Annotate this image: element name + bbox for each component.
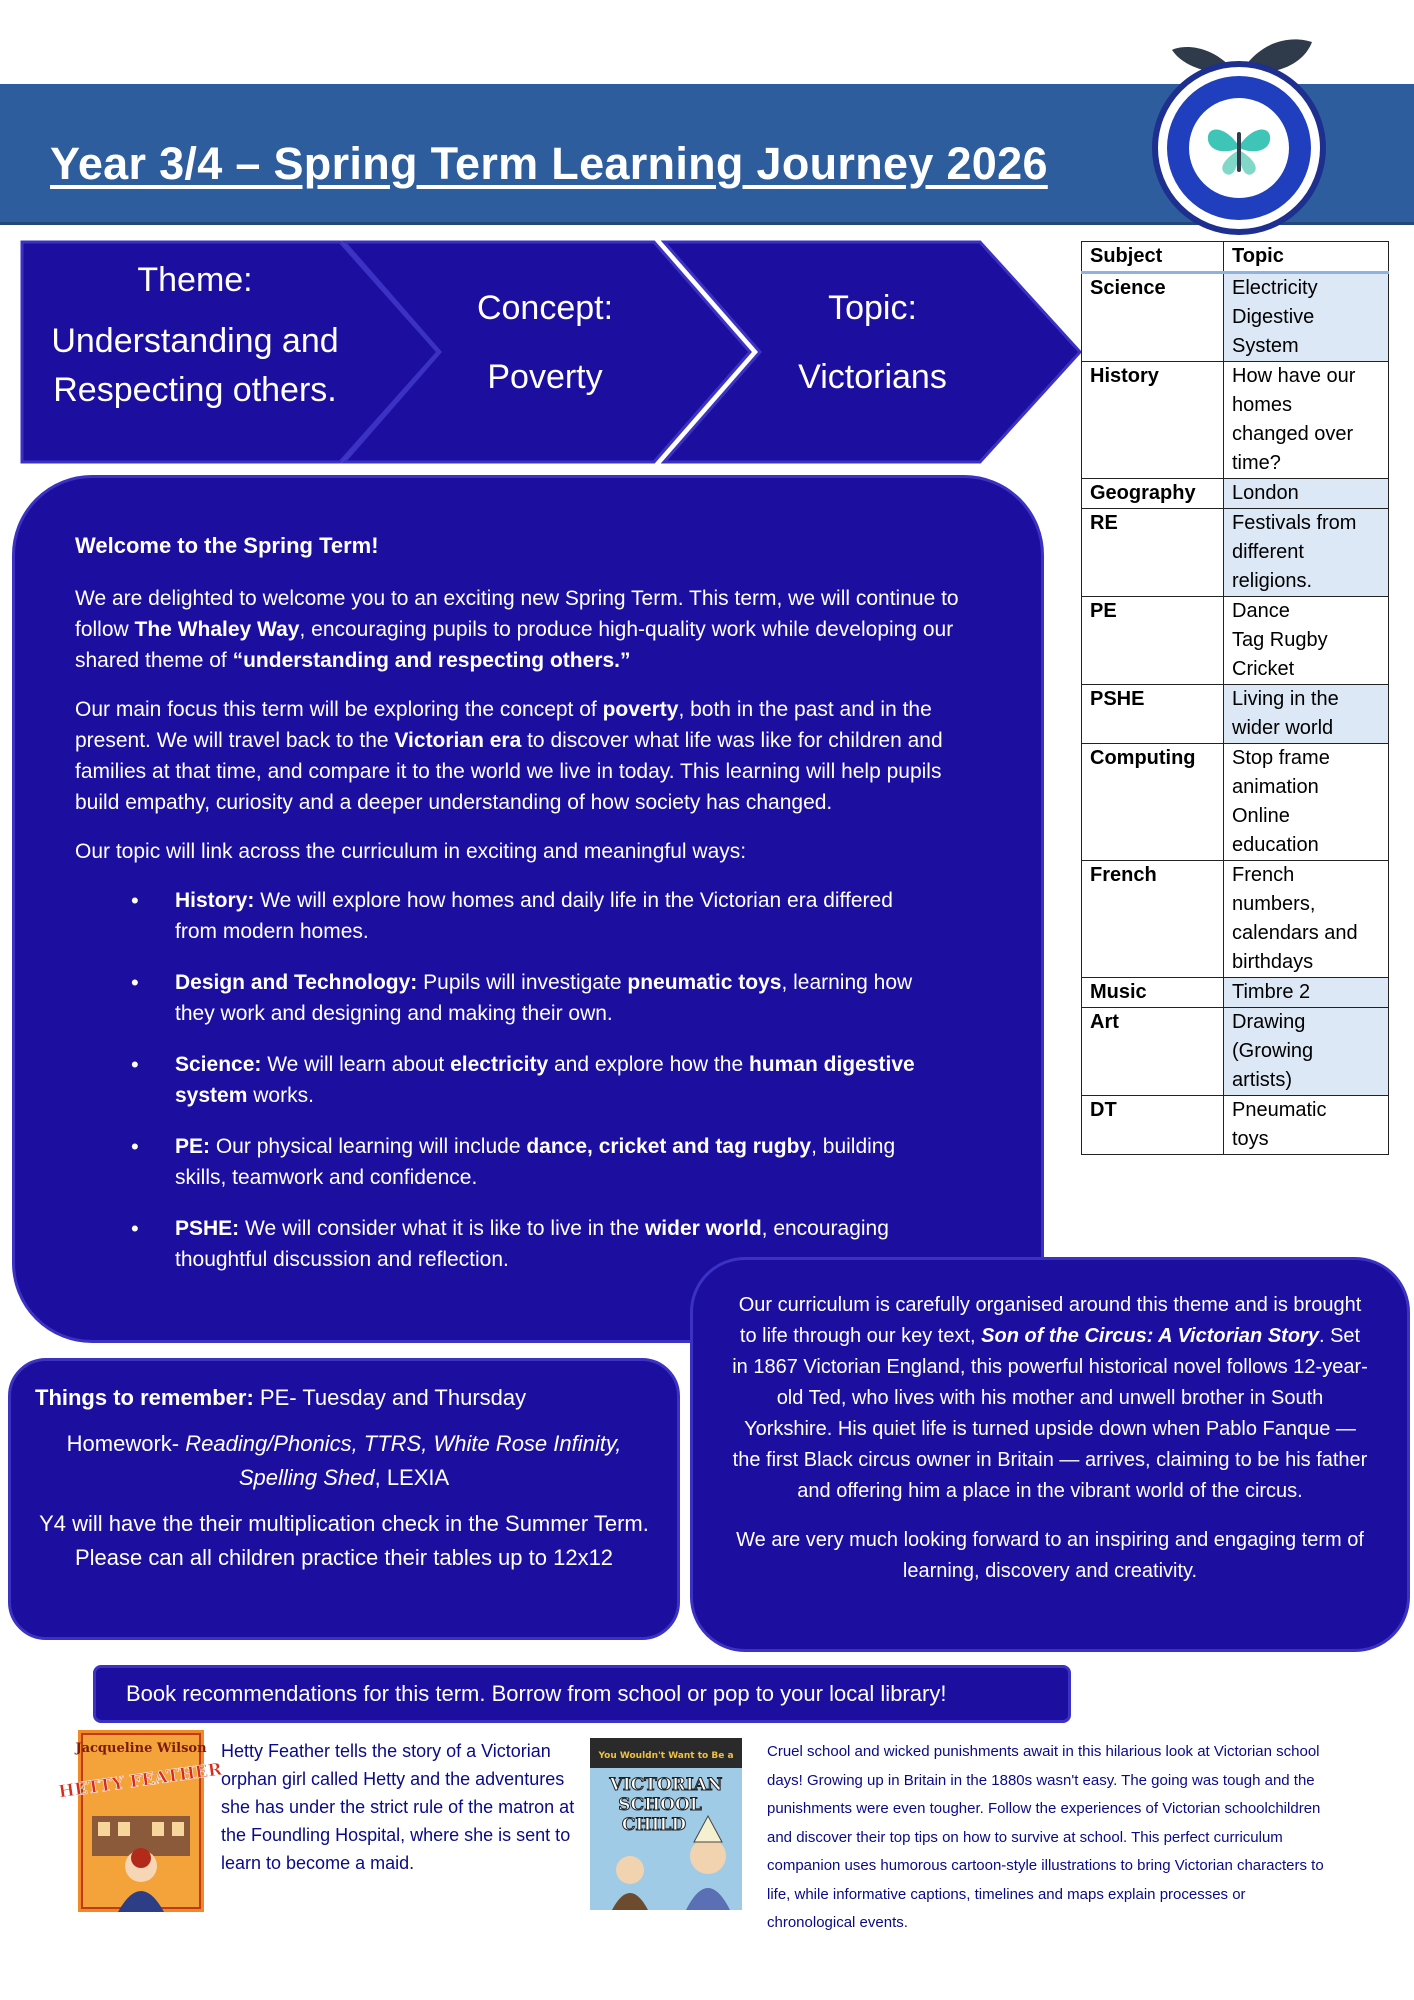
topic-line: religions. [1232, 570, 1313, 592]
topic-cell [1224, 685, 1389, 744]
topic-cell [1224, 1008, 1389, 1096]
topic-line: numbers, [1232, 893, 1316, 915]
list-item-dt: • Design and Technology: Pupils will investigate pneumatic toys, learning how they work and designing and making their own. [75, 967, 991, 1029]
curriculum-list [75, 885, 991, 1275]
subject-cell: Music [1082, 978, 1224, 1008]
table-row [1082, 479, 1389, 509]
hetty-feather-cover [57, 1730, 224, 1912]
key-text-panel [690, 1257, 1410, 1652]
school-logo [1144, 28, 1334, 228]
topic-line: Festivals from [1232, 512, 1357, 534]
welcome-paragraph-1: We are delighted to welcome you to an exciting new Spring Term. This term, we will continue to follow The Whaley Way, encouraging pupils to produce high-quality work while developing our shared theme of “understanding and respecting others.” [75, 587, 959, 672]
topic-line: time? [1232, 452, 1281, 474]
topic-line: homes [1232, 394, 1293, 416]
topic-cell [1224, 978, 1389, 1008]
subject-cell: History [1082, 362, 1224, 479]
topic-line: Stop frame [1232, 747, 1330, 769]
reminders-panel [8, 1358, 680, 1640]
topic-line: London [1232, 482, 1299, 504]
table-header-row [1082, 242, 1389, 273]
topic-line: Living in the [1232, 688, 1339, 710]
topic-label: Topic: [828, 289, 917, 327]
welcome-paragraph-3: Our topic will link across the curriculum in exciting and meaningful ways: [75, 840, 747, 863]
reminder-homework: Homework- Reading/Phonics, TTRS, White Rose Infinity, Spelling Shed, LEXIA [66, 1431, 622, 1490]
cover-title-line-2: SCHOOL [618, 1795, 702, 1815]
topic-cell [1224, 597, 1389, 685]
list-item-science: • Science: We will learn about electricity and explore how the human digestive system works. [75, 1049, 991, 1111]
victorian-school-child-cover [590, 1738, 742, 1910]
topic-line: System [1232, 335, 1299, 357]
topic-cell [1224, 479, 1389, 509]
welcome-panel [12, 475, 1044, 1343]
topic-line: Drawing [1232, 1011, 1306, 1033]
subject-column-header: Subject [1082, 242, 1224, 273]
subject-topic-table [1081, 241, 1389, 1155]
subject-cell: Science [1082, 273, 1224, 362]
table-row [1082, 1096, 1389, 1155]
table-row [1082, 744, 1389, 861]
reminder-pe: Things to remember: PE- Tuesday and Thursday [35, 1385, 527, 1410]
theme-label: Theme: [137, 261, 253, 299]
topic-line: Pneumatic [1232, 1099, 1327, 1121]
topic-cell [1224, 362, 1389, 479]
table-row [1082, 509, 1389, 597]
topic-cell [1224, 744, 1389, 861]
topic-value: Victorians [798, 358, 947, 396]
list-item-history: • History: We will explore how homes and daily life in the Victorian era differed from modern homes. [75, 885, 991, 947]
concept-value: Poverty [487, 358, 603, 396]
topic-line: animation [1232, 776, 1319, 798]
cover-title: HETTY FEATHER [57, 1759, 224, 1803]
topic-cell [1224, 861, 1389, 978]
subject-cell: DT [1082, 1096, 1224, 1155]
topic-line: Online [1232, 805, 1290, 827]
topic-line: Tag Rugby [1232, 629, 1328, 651]
list-item-pshe: • PSHE: We will consider what it is like to live in the wider world, encouraging thoughtful discussion and reflection. [75, 1213, 991, 1275]
subject-cell: PSHE [1082, 685, 1224, 744]
topic-line: French [1232, 864, 1295, 886]
table-row [1082, 685, 1389, 744]
topic-cell [1224, 509, 1389, 597]
topic-line: education [1232, 834, 1319, 856]
cover-series: You Wouldn't Want to Be a [598, 1751, 734, 1761]
table-row [1082, 362, 1389, 479]
topic-line: Digestive [1232, 306, 1315, 328]
book-recommendations-bar: Book recommendations for this term. Borrow from school or pop to your local library! [93, 1665, 1071, 1723]
topic-line: changed over [1232, 423, 1354, 445]
table-row [1082, 978, 1389, 1008]
theme-chevron-text [20, 256, 370, 415]
topic-line: calendars and [1232, 922, 1358, 944]
subject-cell: Geography [1082, 479, 1224, 509]
topic-chevron-text [745, 284, 1000, 402]
subject-cell: French [1082, 861, 1224, 978]
key-text-paragraph: Our curriculum is carefully organised around this theme and is brought to life through our key text, Son of the Circus: A Victorian Story. Set in 1867 Victorian England, this powerful historical novel follows 12-year-old Ted, who lives with his mother and unwell brother in South Yorkshire. His quiet life is turned upside down when Pablo Fanque — the first Black circus owner in Britain — arrives, claiming to be his father and offering him a place in the vibrant world of the circus. [732, 1294, 1368, 1502]
topic-column-header: Topic [1224, 242, 1389, 273]
concept-chevron-text [420, 284, 670, 402]
concept-label: Concept: [476, 289, 614, 327]
topic-line: artists) [1232, 1069, 1292, 1091]
topic-line: wider world [1232, 717, 1334, 739]
victorian-school-child-description: Cruel school and wicked punishments await in this hilarious look at Victorian school days! Growing up in Britain in the 1880s wasn't easy. The going was tough and the punishments were even tougher. Follow the experiences of Victorian schoolchildren and discover their top tips on how to survive at school. This perfect curriculum companion uses humorous cartoon-style illustrations to bring Victorian characters to life, while informative captions, timelines and maps explain processes or chronological events. [767, 1743, 1324, 1931]
cover-title-line-3: CHILD [621, 1815, 687, 1835]
topic-line: different [1232, 541, 1304, 563]
subject-cell: Art [1082, 1008, 1224, 1096]
page-title: Year 3/4 – Spring Term Learning Journey 2026 [50, 138, 1048, 189]
closing-paragraph: We are very much looking forward to an inspiring and engaging term of learning, discovery and creativity. [736, 1529, 1364, 1582]
welcome-paragraph-2: Our main focus this term will be exploring the concept of poverty, both in the past and in the present. We will travel back to the Victorian era to discover what life was like for children and families at that time, and compare it to the world we live in today. This learning will help pupils build empathy, curiosity and a deeper understanding of how society has changed. [75, 698, 943, 814]
topic-line: Dance [1232, 600, 1290, 622]
topic-line: Timbre 2 [1232, 981, 1311, 1003]
welcome-heading: Welcome to the Spring Term! [75, 533, 379, 558]
subject-cell: RE [1082, 509, 1224, 597]
reminder-multiplication: Y4 will have the their multiplication check in the Summer Term. Please can all children practice their tables up to 12x12 [39, 1511, 649, 1570]
list-item-pe: • PE: Our physical learning will include dance, cricket and tag rugby, building skills, teamwork and confidence. [75, 1131, 991, 1193]
cover-author: Jacqueline Wilson [75, 1741, 207, 1756]
table-row [1082, 273, 1389, 362]
topic-line: Cricket [1232, 658, 1295, 680]
hetty-feather-description: Hetty Feather tells the story of a Victorian orphan girl called Hetty and the adventures she has under the strict rule of the matron at the Foundling Hospital, where she is sent to learn to become a maid. [221, 1741, 575, 1873]
table-row [1082, 861, 1389, 978]
topic-cell [1224, 1096, 1389, 1155]
topic-line: (Growing [1232, 1040, 1314, 1062]
theme-value: Understanding and Respecting others. [51, 322, 339, 409]
topic-line: How have our [1232, 365, 1356, 387]
table-row [1082, 597, 1389, 685]
topic-line: toys [1232, 1128, 1269, 1150]
topic-line: birthdays [1232, 951, 1314, 973]
table-row [1082, 1008, 1389, 1096]
subject-cell: Computing [1082, 744, 1224, 861]
subject-cell: PE [1082, 597, 1224, 685]
cover-title-line-1: VICTORIAN [609, 1775, 723, 1795]
topic-cell [1224, 273, 1389, 362]
topic-line: Electricity [1232, 277, 1318, 299]
